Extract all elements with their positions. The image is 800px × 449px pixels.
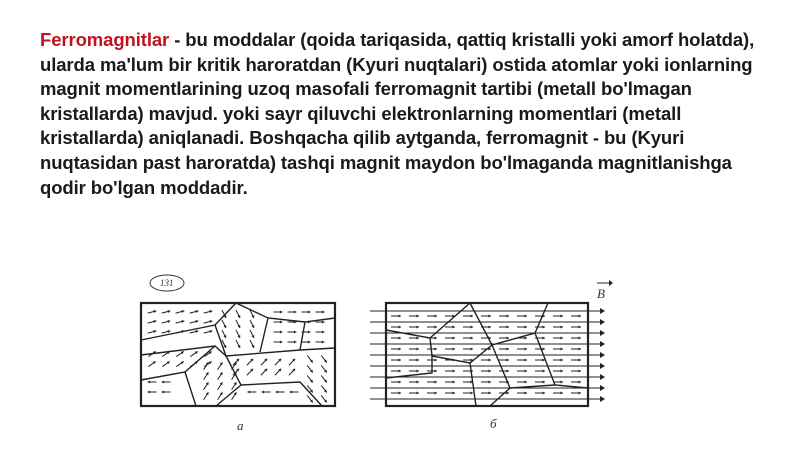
domain-arrow-head (153, 320, 156, 323)
domain-arrow-head (542, 325, 545, 328)
domain-arrow-head (488, 336, 491, 339)
domain-arrow-head (276, 390, 279, 393)
domain-arrow-head (506, 325, 509, 328)
domain-arrow-head (542, 347, 545, 350)
domain-arrow-head (452, 369, 455, 372)
domain-arrow-head (294, 340, 297, 343)
domain-arrow-head (322, 310, 325, 313)
domain-arrow-head (434, 391, 437, 394)
domain-arrow-head (578, 369, 581, 372)
domain-arrow-head (524, 325, 527, 328)
domain-arrow-head (470, 314, 473, 317)
domain-arrow-head (322, 320, 325, 323)
domain-arrow-head (560, 358, 563, 361)
domain-arrow-head (560, 314, 563, 317)
domain-arrow-head (578, 336, 581, 339)
field-lines (370, 308, 605, 402)
domain-arrow-head (167, 310, 170, 313)
domain-arrow-head (181, 320, 184, 323)
field-line-head (600, 385, 605, 391)
domain-arrow-head (524, 358, 527, 361)
domain-arrow-head (153, 330, 156, 333)
domain-arrow-head (506, 358, 509, 361)
domain-arrow-head (506, 347, 509, 350)
domain-arrow-head (248, 390, 251, 393)
domain-arrow-head (470, 391, 473, 394)
domain-arrow-head (416, 380, 419, 383)
domain-arrow-head (488, 358, 491, 361)
domain-arrow-head (148, 380, 151, 383)
caption-b: б (490, 416, 497, 431)
term-ferromagnitlar: Ferromagnitlar (40, 29, 170, 50)
domain-arrow-head (167, 330, 170, 333)
domain-arrow-head (308, 310, 311, 313)
domain-arrow-head (488, 380, 491, 383)
field-line-head (600, 319, 605, 325)
domain-arrow-head (398, 347, 401, 350)
domain-arrow-head (470, 325, 473, 328)
field-line-head (600, 374, 605, 380)
domain-arrow-head (195, 310, 198, 313)
field-line-head (600, 308, 605, 314)
domain-arrow-head (560, 391, 563, 394)
domain-arrow-head (578, 391, 581, 394)
domain-arrow-head (434, 347, 437, 350)
domain-arrow-head (280, 320, 283, 323)
domain-arrow-head (524, 314, 527, 317)
domain-arrow-head (578, 358, 581, 361)
domain-arrow-head (524, 391, 527, 394)
domain-arrow-head (578, 314, 581, 317)
domain-arrow-head (209, 320, 212, 323)
domain-arrow-head (560, 325, 563, 328)
domain-arrow-head (434, 336, 437, 339)
domain-arrow-head (488, 325, 491, 328)
domain-arrow-head (560, 336, 563, 339)
domain-arrow-head (542, 391, 545, 394)
domain-arrow-head (524, 336, 527, 339)
domain-arrow-head (322, 340, 325, 343)
domain-arrow-head (506, 391, 509, 394)
domain-arrow-head (434, 369, 437, 372)
domain-arrow-head (280, 340, 283, 343)
domain-arrow-head (506, 369, 509, 372)
domain-arrow-head (294, 310, 297, 313)
domain-arrow-head (434, 325, 437, 328)
domain-arrow-head (416, 391, 419, 394)
domain-arrow-head (452, 347, 455, 350)
domain-arrow-head (578, 325, 581, 328)
domain-arrow-head (560, 369, 563, 372)
domain-arrow-head (398, 336, 401, 339)
domain-arrow-head (290, 390, 293, 393)
domain-arrow-head (209, 310, 212, 313)
domain-arrow-head (542, 314, 545, 317)
definition-text: - bu moddalar (qoida tariqasida, qattiq kristalli yoki amorf holatda), ularda ma'lum bir kritik haroratdan (Kyuri nuqtalari) ostida atomlar yoki ionlarning magnit momentlarining uzoq masofali ferromagnit tartibi (metall bo'lmagan kristallarda) mavjud. yoki sayr qiluvchi elektronlarning momentlari (metall kristallarda) aniqlanadi. Boshqacha qilib aytganda, ferromagnit - bu (Kyuri nuqtasidan past haroratda) tashqi magnit maydon bo'lmaganda magnitlanishga qodir bo'lgan moddadir. (40, 29, 755, 198)
domain-arrow-head (308, 340, 311, 343)
domain-arrow-head (578, 380, 581, 383)
domain-arrow-head (452, 380, 455, 383)
domain-arrow-head (280, 310, 283, 313)
figure-tag: 131 (160, 278, 174, 288)
field-line-head (600, 341, 605, 347)
domain-arrow-head (398, 369, 401, 372)
domain-arrow-head (416, 358, 419, 361)
domain-arrow-head (416, 347, 419, 350)
domain-arrow-head (524, 347, 527, 350)
domain-arrow-head (542, 336, 545, 339)
domain-arrow-head (308, 330, 311, 333)
domain-arrow-head (416, 314, 419, 317)
domain-arrow-head (398, 391, 401, 394)
domain-arrow-head (560, 380, 563, 383)
field-line-head (600, 363, 605, 369)
domain-arrow-head (452, 336, 455, 339)
field-label: B (597, 286, 605, 301)
domain-arrow-head (470, 347, 473, 350)
domain-arrow-head (452, 391, 455, 394)
domain-arrow-head (578, 347, 581, 350)
domain-arrow-head (262, 390, 265, 393)
domain-arrow-head (195, 330, 198, 333)
domain-arrow-head (209, 330, 212, 333)
domain-arrow-head (506, 314, 509, 317)
domain-arrow-head (488, 314, 491, 317)
domain-arrow-head (542, 380, 545, 383)
panel-a-boundaries (141, 303, 335, 406)
domain-arrow-head (560, 347, 563, 350)
domain-arrow-head (398, 358, 401, 361)
domain-arrow-head (488, 391, 491, 394)
domain-arrow-head (398, 380, 401, 383)
caption-a: a (237, 418, 244, 433)
field-vector-head (609, 280, 613, 286)
domain-arrow-head (195, 320, 198, 323)
domain-arrow-head (488, 347, 491, 350)
domain-arrow-head (398, 325, 401, 328)
domain-arrow-head (488, 369, 491, 372)
domain-arrow-head (524, 380, 527, 383)
domain-arrow-head (162, 380, 165, 383)
domain-arrow-head (162, 390, 165, 393)
domain-arrow-head (542, 369, 545, 372)
domain-arrow-head (416, 325, 419, 328)
domain-arrow-head (280, 330, 283, 333)
domain-arrow-head (416, 369, 419, 372)
domain-arrow-head (153, 310, 156, 313)
domain-arrow-head (452, 325, 455, 328)
domain-arrow-head (506, 336, 509, 339)
domain-arrow-head (434, 358, 437, 361)
field-line-head (600, 330, 605, 336)
domain-arrow-head (167, 320, 170, 323)
domain-arrow-head (452, 358, 455, 361)
field-line-head (600, 352, 605, 358)
domain-arrow-head (322, 330, 325, 333)
field-line-head (600, 396, 605, 402)
domain-arrow-head (398, 314, 401, 317)
domain-arrow-head (181, 310, 184, 313)
domain-arrow-head (434, 380, 437, 383)
panel-b (370, 280, 613, 406)
domain-arrow-head (470, 336, 473, 339)
domain-arrow-head (416, 336, 419, 339)
panel-a (141, 303, 335, 406)
domain-arrow-head (148, 390, 151, 393)
domain-arrow-head (294, 330, 297, 333)
domain-arrow-head (524, 369, 527, 372)
domain-arrow-head (434, 314, 437, 317)
